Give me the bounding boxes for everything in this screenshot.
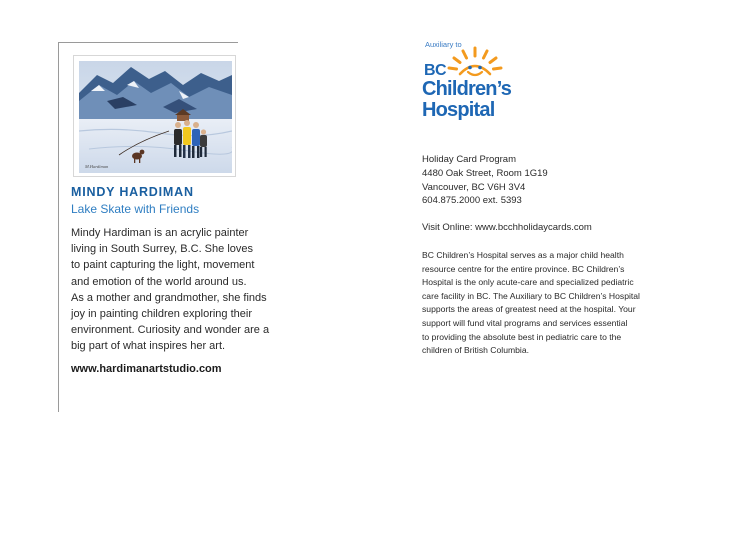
logo-text-hospital: Hospital [422, 99, 495, 121]
bio-line: As a mother and grandmother, she finds [71, 291, 267, 304]
about-line: Hospital is the only acute-care and specialized pediatric [422, 277, 634, 288]
frame-horizontal-rule [58, 42, 238, 43]
about-line: children of British Columbia. [422, 345, 529, 356]
bio-line: to paint capturing the light, movement [71, 259, 255, 272]
about-line: supports the areas of greatest need at the hospital. Your [422, 304, 636, 315]
about-line: resource centre for the entire province. BC Children’s [422, 263, 625, 274]
bio-line: and emotion of the world around us. [71, 275, 247, 288]
about-line: care facility in BC. The Auxiliary to BC Children’s Hospital [422, 290, 640, 301]
bio-line: environment. Curiosity and wonder are a [71, 324, 270, 337]
phone-number: 604.875.2000 ext. 5393 [422, 195, 522, 207]
city-postal: Vancouver, BC V6H 3V4 [422, 181, 526, 193]
frame-vertical-rule [58, 42, 59, 412]
logo-auxiliary-text: Auxiliary to [425, 40, 462, 49]
bio-line: joy in painting children exploring their [71, 308, 252, 321]
logo-text-bc: BC [424, 62, 447, 79]
about-line: support will fund vital programs and services essential [422, 317, 628, 328]
artist-website-link[interactable]: www.hardimanartstudio.com [71, 363, 222, 375]
bio-line: big part of what inspires her art. [71, 340, 226, 353]
bio-line: Mindy Hardiman is an acrylic painter [71, 227, 249, 239]
lake-skate-painting [79, 61, 232, 173]
hospital-description [422, 249, 707, 358]
artwork-image [73, 55, 236, 177]
about-line: BC Children’s Hospital serves as a major child health [422, 250, 624, 260]
bc-childrens-hospital-logo [422, 40, 562, 130]
artist-name: MINDY HARDIMAN [71, 185, 194, 199]
about-line: to providing the absolute best in pediatric care to the [422, 331, 622, 342]
artist-bio [71, 225, 311, 355]
logo-text-childrens: Children’s [422, 78, 512, 100]
program-name: Holiday Card Program [422, 154, 516, 165]
artwork-title: Lake Skate with Friends [71, 202, 200, 216]
visit-online-link[interactable]: Visit Online: www.bcchholidaycards.com [422, 222, 592, 233]
bio-line: living in South Surrey, B.C. She loves [71, 243, 253, 256]
mailing-address [422, 153, 548, 208]
street-address: 4480 Oak Street, Room 1G19 [422, 167, 548, 179]
painting-signature: M.Hardiman [85, 164, 109, 169]
